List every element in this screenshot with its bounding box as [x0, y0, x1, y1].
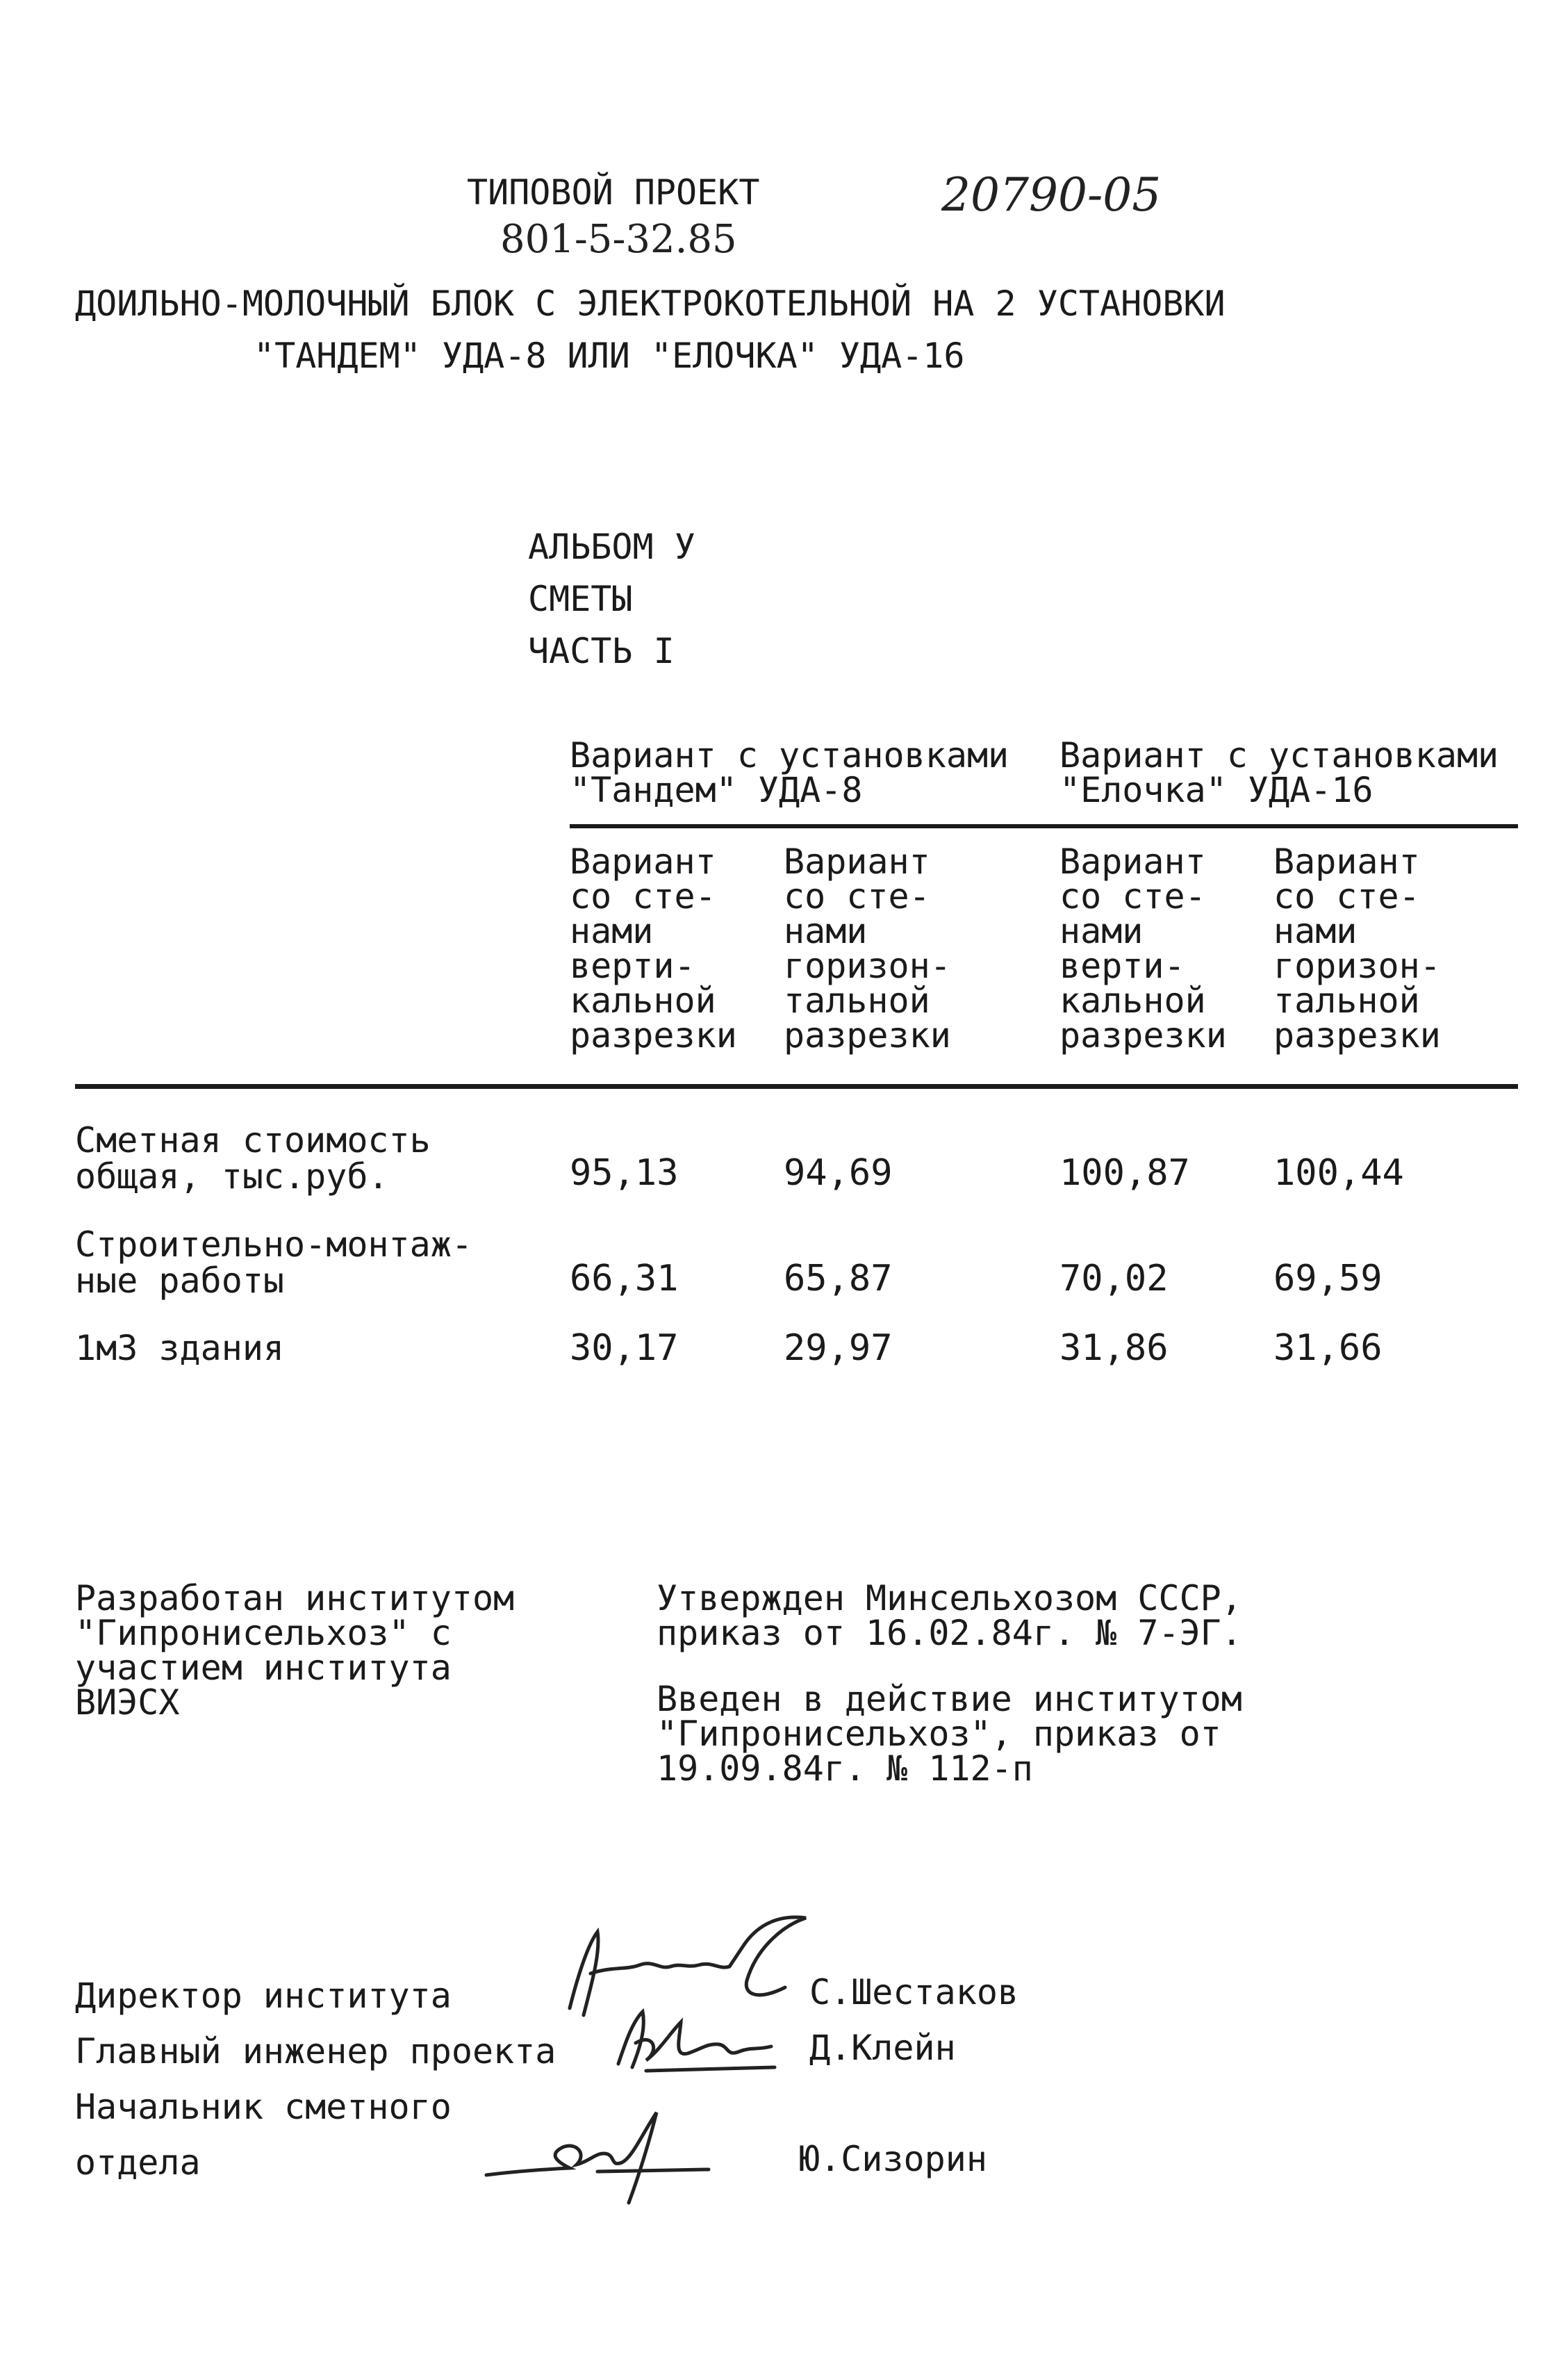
enacted-block: Введен в действие институтом "Гипронисельхоз", приказ от 19.09.84г. № 112-п — [657, 1679, 1242, 1789]
album-line-3: ЧАСТЬ I — [528, 631, 675, 671]
table-cell: 100,44 — [1273, 1152, 1404, 1194]
signatory-role-estimate-head-2: отдела — [75, 2142, 201, 2183]
sub-header-2: Вариант со сте- нами горизон- тальной разрезки — [784, 842, 951, 1056]
table-cell: 70,02 — [1059, 1258, 1169, 1299]
signatory-name-director: С.Шестаков — [809, 1972, 1019, 2012]
project-number: 801-5-32.85 — [500, 217, 737, 262]
archive-number: 20790-05 — [941, 168, 1162, 222]
signature-chief-engineer-icon — [604, 2001, 785, 2078]
table-cell: 100,87 — [1059, 1152, 1190, 1194]
developer-block: Разработан институтом "Гипронисельхоз" с участием института ВИЭСХ — [75, 1578, 515, 1723]
project-label: ТИПОВОЙ ПРОЕКТ — [467, 172, 760, 213]
album-line-1: АЛЬБОМ У — [528, 527, 695, 567]
title-line-2: "ТАНДЕМ" УДА-8 ИЛИ "ЕЛОЧКА" УДА-16 — [254, 336, 965, 376]
header-divider — [570, 824, 1518, 828]
row-label-construction: Строительно-монтаж- ные работы — [75, 1224, 472, 1301]
signatory-name-estimate-head: Ю.Сизорин — [799, 2139, 987, 2179]
signatory-name-chief-engineer: Д.Клейн — [809, 2028, 956, 2068]
table-divider — [75, 1084, 1518, 1089]
approved-block: Утвержден Минсельхозом СССР, приказ от 16.02.84г. № 7-ЭГ. — [657, 1578, 1242, 1653]
table-cell: 94,69 — [784, 1152, 893, 1194]
signature-estimate-head-icon — [472, 2106, 723, 2210]
table-cell: 95,13 — [570, 1152, 679, 1194]
sub-header-1: Вариант со сте- нами верти- кальной разрезки — [570, 842, 737, 1056]
group-header-tandem: Вариант с установками "Тандем" УДА-8 — [570, 735, 1009, 810]
table-cell: 69,59 — [1273, 1258, 1383, 1299]
table-cell: 31,86 — [1059, 1327, 1169, 1369]
sub-header-4: Вариант со сте- нами горизон- тальной разрезки — [1273, 842, 1441, 1056]
table-cell: 29,97 — [784, 1327, 893, 1369]
sub-header-3: Вариант со сте- нами верти- кальной разрезки — [1059, 842, 1227, 1056]
table-cell: 65,87 — [784, 1258, 893, 1299]
row-label-per-m3: 1м3 здания — [75, 1328, 285, 1368]
table-cell: 31,66 — [1273, 1327, 1383, 1369]
group-header-elochka: Вариант с установками "Елочка" УДА-16 — [1059, 735, 1499, 810]
album-line-2: СМЕТЫ — [528, 579, 633, 619]
table-cell: 66,31 — [570, 1258, 679, 1299]
signatory-role-estimate-head: Начальник сметного — [75, 2087, 452, 2127]
row-label-total-cost: Сметная стоимость общая, тыс.руб. — [75, 1120, 431, 1197]
signatory-role-director: Директор института — [75, 1976, 452, 2016]
table-cell: 30,17 — [570, 1327, 679, 1369]
signatory-role-chief-engineer: Главный инженер проекта — [75, 2031, 556, 2071]
title-line-1: ДОИЛЬНО-МОЛОЧНЫЙ БЛОК С ЭЛЕКТРОКОТЕЛЬНОЙ НА 2 УСТАНОВКИ — [75, 284, 1226, 324]
